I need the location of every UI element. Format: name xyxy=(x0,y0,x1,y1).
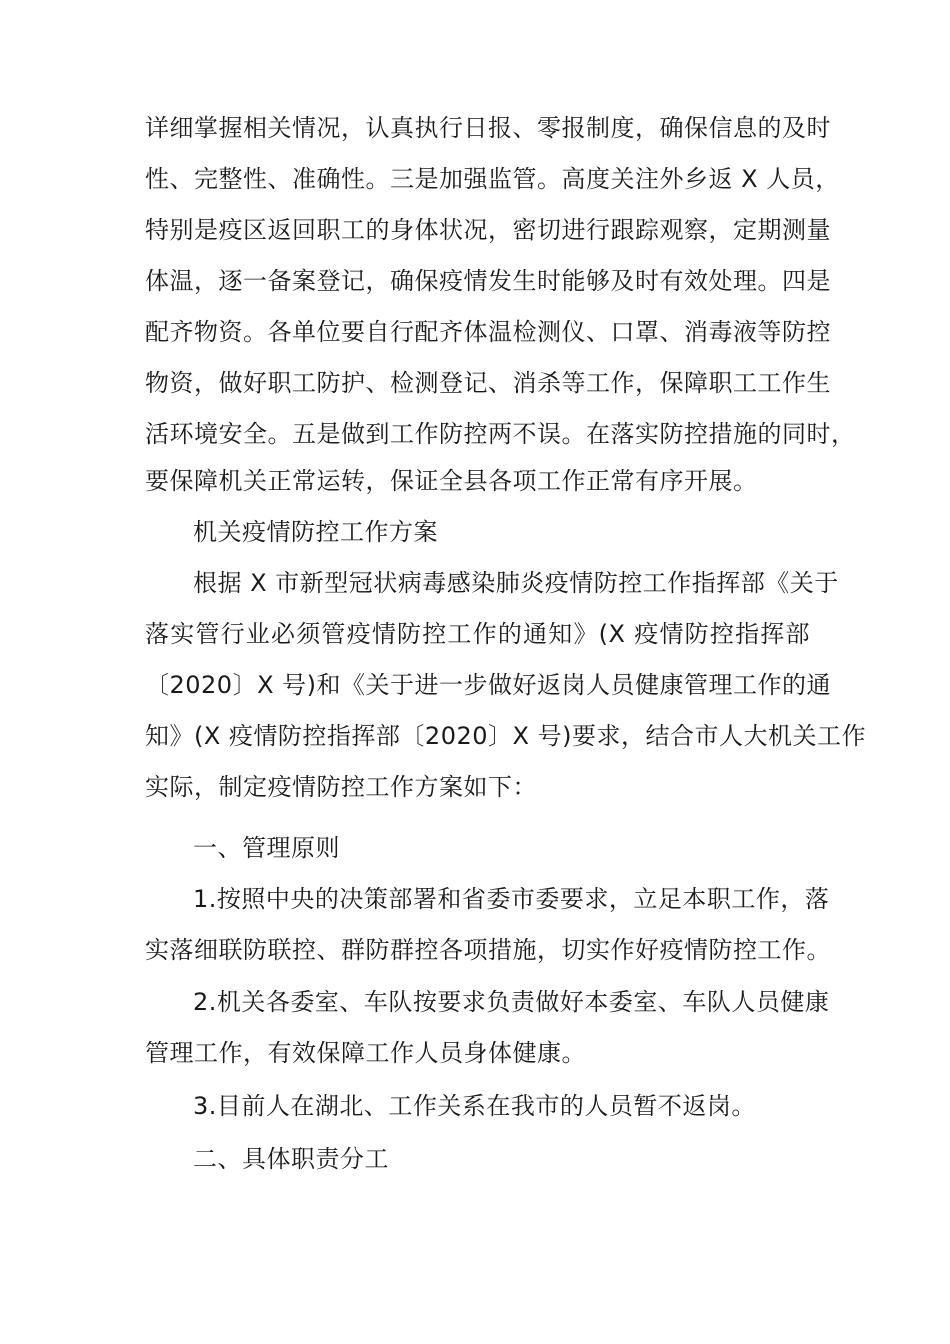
paragraph-line: 实落细联防联控、群防群控各项措施，切实作好疫情防控工作。 xyxy=(145,936,831,964)
paragraph-line: 1.按照中央的决策部署和省委市委要求，立足本职工作，落 xyxy=(193,885,830,913)
paragraph-line: 配齐物资。各单位要自行配齐体温检测仪、口罩、消毒液等防控 xyxy=(145,318,831,346)
paragraph-line: 性、完整性、准确性。三是加强监管。高度关注外乡返 X 人员， xyxy=(145,165,840,193)
paragraph-line: 详细掌握相关情况，认真执行日报、零报制度，确保信息的及时 xyxy=(145,114,831,142)
paragraph-line: 根据 X 市新型冠状病毒感染肺炎疫情防控工作指挥部《关于 xyxy=(193,569,839,597)
paragraph-line: 实际，制定疫情防控工作方案如下： xyxy=(145,773,537,801)
section-title: 机关疫情防控工作方案 xyxy=(193,518,438,546)
paragraph-line: 特别是疫区返回职工的身体状况，密切进行跟踪观察，定期测量 xyxy=(145,216,831,244)
paragraph-line: 物资，做好职工防护、检测登记、消杀等工作，保障职工工作生 xyxy=(145,369,831,397)
paragraph-line: 管理工作，有效保障工作人员身体健康。 xyxy=(145,1039,586,1067)
paragraph-line: 要保障机关正常运转，保证全县各项工作正常有序开展。 xyxy=(145,467,758,495)
section-heading: 二、具体职责分工 xyxy=(193,1145,389,1173)
paragraph-line: 〔2020〕X 号)和《关于进一步做好返岗人员健康管理工作的通 xyxy=(145,671,832,699)
paragraph-line: 2.机关各委室、车队按要求负责做好本委室、车队人员健康 xyxy=(193,988,830,1016)
paragraph-line: 落实管行业必须管疫情防控工作的通知》(X 疫情防控指挥部 xyxy=(145,620,810,648)
section-heading: 一、管理原则 xyxy=(193,834,340,862)
paragraph-line: 知》(X 疫情防控指挥部〔2020〕X 号)要求，结合市人大机关工作 xyxy=(145,722,866,750)
paragraph-line: 活环境安全。五是做到工作防控两不误。在落实防控措施的同时， xyxy=(145,420,856,448)
paragraph-line: 体温，逐一备案登记，确保疫情发生时能够及时有效处理。四是 xyxy=(145,267,831,295)
paragraph-line: 3.目前人在湖北、工作关系在我市的人员暂不返岗。 xyxy=(193,1092,756,1120)
